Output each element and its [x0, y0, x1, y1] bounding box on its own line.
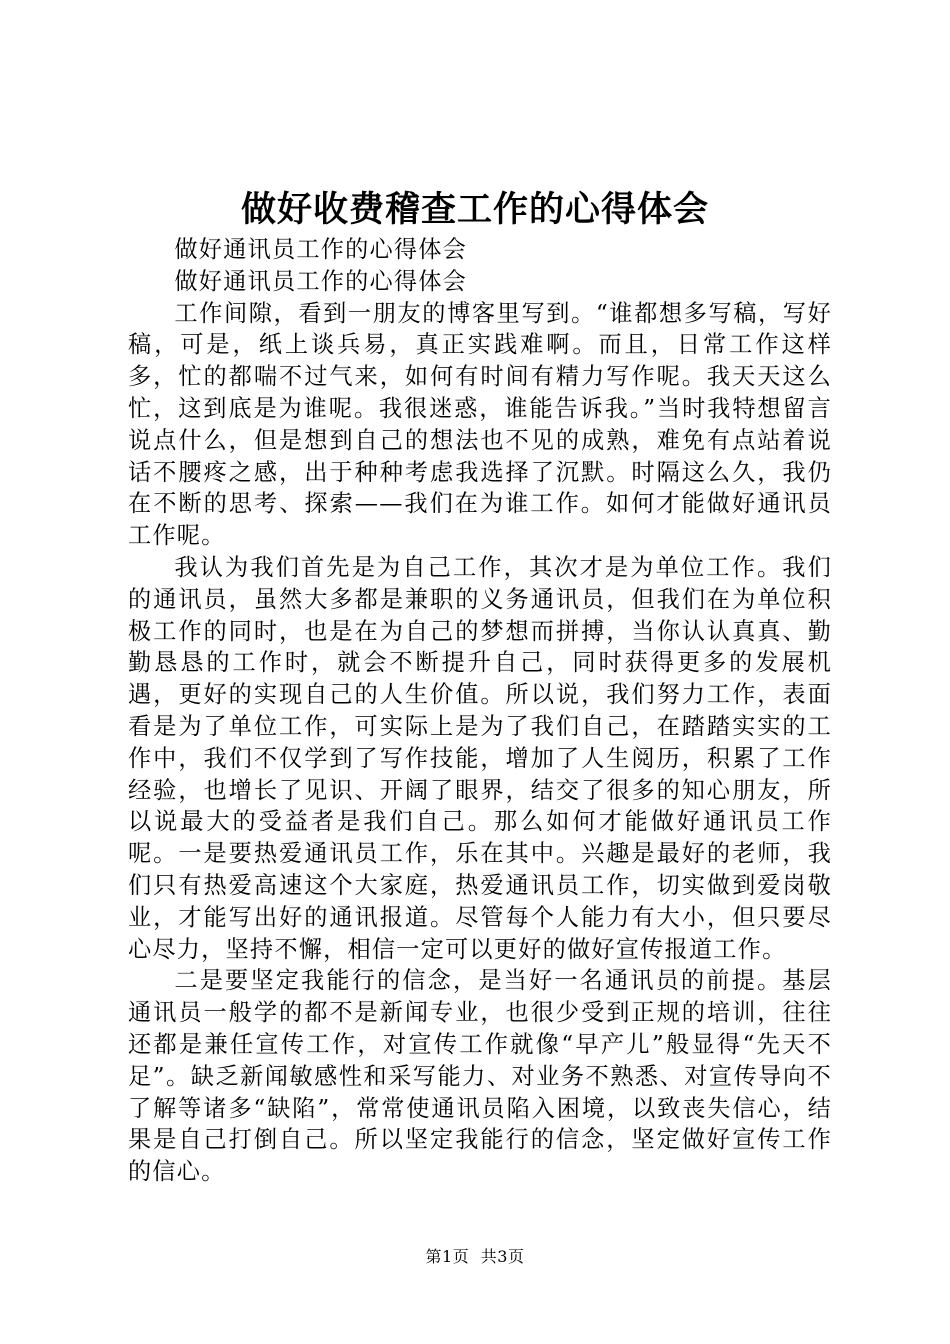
page-number: 第1页	[425, 1247, 470, 1266]
body-paragraph: 二是要坚定我能行的信念，是当好一名通讯员的前提。基层通讯员一般学的都不是新闻专业，也很少受到正规的培训，往往还都是兼任宣传工作，对宣传工作就像“早产儿”般显得“先天不足”。缺乏新闻敏感性和采写能力、对业务不熟悉、对宣传导向不了解等诸多“缺陷”，常常使通讯员陷入困境，以致丧失信心，结果是自己打倒自己。所以坚定我能行的信念，坚定做好宣传工作的信心。	[128, 967, 832, 1186]
page-title: 做好收费稽查工作的心得体会	[240, 190, 709, 230]
subtitle-line: 做好通讯员工作的心得体会	[174, 236, 468, 263]
page-footer	[0, 1247, 950, 1267]
body-paragraph: 我认为我们首先是为自己工作，其次才是为单位工作。我们的通讯员，虽然大多都是兼职的义务通讯员，但我们在为单位积极工作的同时，也是在为自己的梦想而拼搏，当你认认真真、勤勤恳恳的工作时，就会不断提升自己，同时获得更多的发展机遇，更好的实现自己的人生价值。所以说，我们努力工作，表面看是为了单位工作，可实际上是为了我们自己，在踏踏实实的工作中，我们不仅学到了写作技能，增加了人生阅历，积累了工作经验，也增长了见识、开阔了眼界，结交了很多的知心朋友，所以说最大的受益者是我们自己。那么如何才能做好通讯员工作呢。一是要热爱通讯员工作，乐在其中。兴趣是最好的老师，我们只有热爱高速这个大家庭，热爱通讯员工作，切实做到爱岗敬业，才能写出好的通讯报道。尽管每个人能力有大小，但只要尽心尽力，坚持不懈，相信一定可以更好的做好宣传报道工作。	[128, 553, 832, 963]
subtitle-line: 做好通讯员工作的心得体会	[174, 267, 468, 295]
body-paragraph: 工作间隙，看到一朋友的博客里写到。“谁都想多写稿，写好稿，可是，纸上谈兵易，真正实践难啊。而且，日常工作这样多，忙的都喘不过气来，如何有时间有精力写作呢。我天天这么忙，这到底是为谁呢。我很迷惑，谁能告诉我。”当时我特想留言说点什么，但是想到自己的想法也不见的成熟，难免有点站着说话不腰疼之感，出于种种考虑我选择了沉默。时隔这么久，我仍在不断的思考、探索——我们在为谁工作。如何才能做好通讯员工作呢。	[128, 299, 832, 550]
page-total: 共3页	[480, 1247, 525, 1266]
document-body	[128, 234, 832, 1188]
